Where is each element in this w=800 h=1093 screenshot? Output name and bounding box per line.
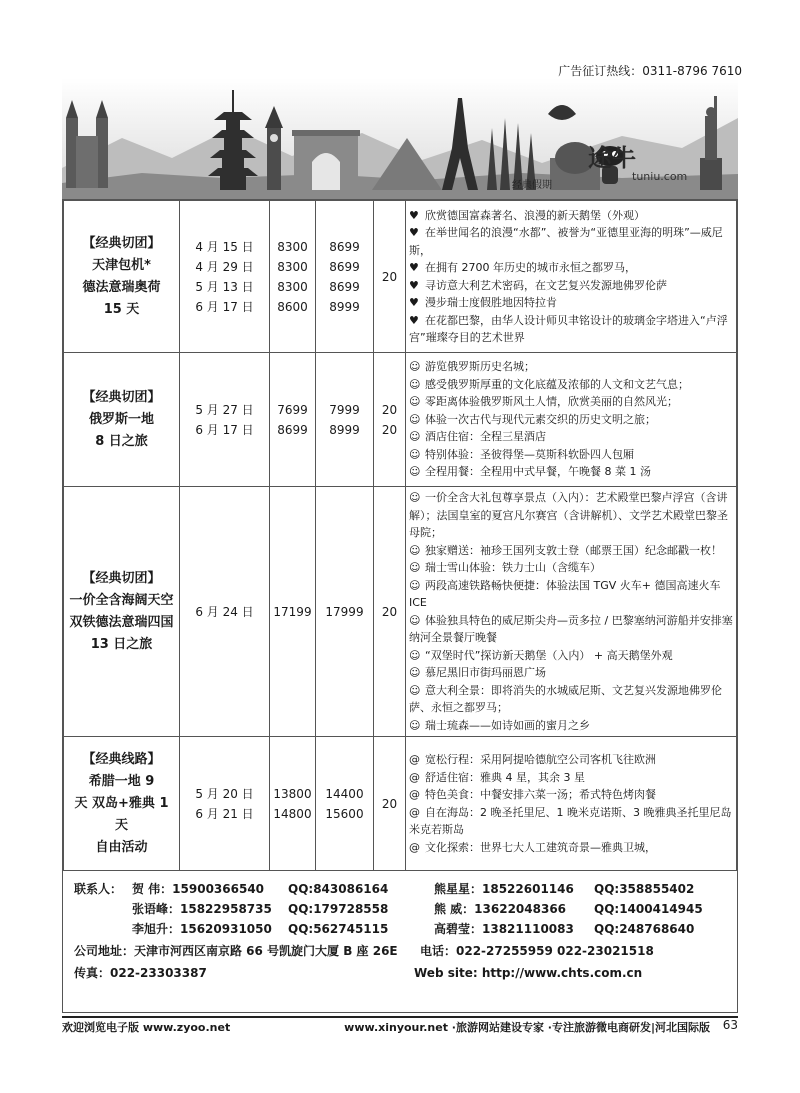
departure-date [180,201,270,353]
bullet-icon: ♥ [409,278,419,292]
footer-rule [62,1016,738,1018]
price-adult [270,201,316,353]
tour-name-line: 8 日之旅 [95,433,148,449]
tour-name-line: 13 日之旅 [90,636,153,652]
bullet-icon: @ [409,805,420,819]
company-phone: 电话：022-27255959 022-23021518 [420,944,654,958]
bullet-icon: @ [409,770,420,784]
tour-name [64,737,180,871]
tour-name-line: 自由活动 [95,839,148,855]
highlight-text: 独家赠送：袖珍王国列支敦士登（邮票王国）纪念邮戳一枚！ [425,543,722,557]
highlight-text: 两段高速铁路畅快便捷：体验法国 TGV 火车+ 德国高速火车 ICE [409,578,721,609]
tour-name-line: 【经典切团】 [82,389,161,405]
departure-date [180,737,270,871]
tour-name-line: 天津包机* [92,257,151,273]
highlight-item [409,647,733,665]
tour-name-line: 一价全含海阔天空 [69,592,174,608]
footer-left-link[interactable]: 欢迎浏览电子版 www.zyoo.net [62,1021,231,1034]
bullet-icon: ☺ [409,360,421,374]
price-adult-line: 8300 [277,259,308,274]
bullet-icon: ☺ [409,613,421,627]
contact-name: 贺 伟：15900366540 [132,882,265,896]
price-child [316,487,374,737]
highlight-item [409,358,733,376]
bullet-icon: ☺ [409,561,421,574]
bullet-icon: ☺ [409,395,421,409]
classic-holiday-logo: 经典假期 [512,180,552,191]
highlight-item [409,804,733,839]
contact-qq: QQ:179728558 [288,902,389,916]
departure-date-line: 6 月 17 日 [195,422,254,437]
highlight-text: 瑞士雪山体验：铁力士山（含缆车） [425,561,601,574]
departure-date-line: 4 月 15 日 [195,239,254,254]
highlight-text: 特别体验：圣彼得堡—莫斯科软卧四人包厢 [425,447,634,461]
tour-name-line: 俄罗斯一地 [88,411,154,427]
price-adult-line: 8699 [277,422,308,437]
highlight-item [409,559,733,577]
bullet-icon: @ [409,840,420,854]
price-child [316,353,374,487]
tuniu-logo: 途牛 [588,144,636,172]
bullet-icon: ☺ [409,465,421,479]
contact-label: 联系人： [74,882,123,896]
price-adult [270,353,316,487]
seat-count-line: 20 [381,269,398,284]
contact-qq: QQ:1400414945 [594,902,703,916]
price-child-line: 8699 [329,239,360,254]
company-website[interactable]: Web site: http://www.chts.com.cn [414,966,643,980]
page-number: 63 [722,1018,738,1032]
price-child-line: 8699 [329,279,360,294]
departure-date-line: 6 月 21 日 [195,806,254,821]
price-child-line: 15600 [325,806,364,821]
price-child-line: 7999 [329,402,360,417]
bullet-icon: ☺ [409,718,421,732]
bullet-icon: ♥ [409,261,419,274]
tour-highlights [406,353,737,487]
tour-row [64,487,737,737]
seat-count-line: 20 [381,796,398,811]
highlight-item [409,259,733,277]
contact-qq: QQ:562745115 [288,922,389,936]
tour-name-line: 【经典切团】 [82,570,161,586]
highlight-text: 意大利全景：即将消失的水城威尼斯、文艺复兴发源地佛罗伦萨、永恒之都罗马； [409,683,722,714]
departure-date-line: 4 月 29 日 [195,259,254,274]
highlight-item [409,393,733,411]
contact-name: 张语峰：15822958735 [132,902,272,916]
tour-name [64,201,180,353]
bullet-icon: ♥ [409,296,419,309]
company-fax: 传真：022-23303387 [74,966,207,980]
price-adult-line: 8600 [277,299,308,314]
seat-count [374,487,406,737]
highlight-item [409,717,733,735]
bullet-icon: ☺ [409,578,421,592]
highlight-item [409,411,733,429]
highlight-text: 在举世闻名的浪漫“水都”、被誉为“亚德里亚海的明珠”—威尼斯， [409,226,723,257]
highlight-text: “双堡时代”探访新天鹅堡（入内） + 高天鹅堡外观 [425,648,673,662]
bullet-icon: ☺ [409,447,421,461]
tour-name-line: 德法意瑞奥荷 [82,279,161,295]
highlight-text: 游览俄罗斯历史名城； [425,360,535,374]
highlight-text: 体验一次古代与现代元素交织的历史文明之旅； [425,412,656,426]
departure-date-line: 6 月 17 日 [195,299,254,314]
contact-qq: QQ:358855402 [594,882,695,896]
price-adult-line: 7699 [277,402,308,417]
bullet-icon: ☺ [409,412,421,426]
seat-count [374,353,406,487]
highlight-item [409,207,733,225]
highlight-text: 酒店住宿：全程三星酒店 [425,430,546,444]
bullet-icon: ☺ [409,491,421,504]
highlight-text: 舒适住宿：雅典 4 星，其余 3 星 [425,770,585,784]
contact-name: 李旭升：15620931050 [132,922,272,936]
bullet-icon: ☺ [409,666,421,679]
tour-highlights [406,201,737,353]
footer-right-link[interactable]: www.xinyour.net ·旅游网站建设专家 ·专注旅游微电商研发|河北国际版 [344,1021,710,1034]
highlight-text: 慕尼黑旧市街玛丽恩广场 [425,666,546,679]
highlight-item [409,277,733,295]
tour-row [64,201,737,353]
highlight-text: 宽松行程：采用阿提哈德航空公司客机飞往欧洲 [425,753,656,766]
tour-name-line: 15 天 [103,301,140,317]
tour-name-line: 【经典线路】 [82,751,161,767]
tour-name-line: 希腊一地 9 [88,773,155,789]
bullet-icon: ☺ [409,648,421,662]
highlight-text: 感受俄罗斯厚重的文化底蕴及浓郁的人文和文艺气息； [425,377,689,391]
highlight-item [409,463,733,481]
highlight-item [409,542,733,560]
contact-name: 高碧莹：13821110083 [434,922,574,936]
highlight-text: 在花都巴黎，由华人设计师贝聿铭设计的玻璃金字塔进入“卢浮宫”璀璨夺目的艺术世界 [409,313,728,344]
bullet-icon: ☺ [409,430,421,444]
highlight-item [409,294,733,312]
departure-date-line: 5 月 20 日 [195,786,254,801]
seat-count-line: 20 [381,422,398,437]
price-child-line: 14400 [325,786,364,801]
bullet-icon: @ [409,788,420,801]
price-child-line: 17999 [325,604,364,619]
seat-count [374,201,406,353]
highlight-item [409,489,733,542]
bullet-icon: ☺ [409,683,421,697]
bullet-icon: ♥ [409,226,419,239]
departure-date [180,353,270,487]
highlight-item [409,612,733,647]
contact-name: 熊 威：13622048366 [434,902,567,916]
highlight-text: 自在海岛：2 晚圣托里尼、1 晚米克诺斯、3 晚雅典圣托里尼岛 米克若斯岛 [409,805,732,836]
price-adult-line: 8300 [277,279,308,294]
company-address: 公司地址：天津市河西区南京路 66 号凯旋门大厦 B 座 26E [74,944,398,958]
tour-table [63,200,737,871]
bullet-icon: @ [409,753,420,766]
bullet-icon: ☺ [409,543,421,557]
highlight-item [409,786,733,804]
highlight-item [409,839,733,857]
tour-name-line: 【经典切团】 [82,235,161,251]
highlight-text: 欣赏德国富森著名、浪漫的新天鹅堡（外观） [425,208,645,222]
contact-qq: QQ:843086164 [288,882,389,896]
highlight-item [409,446,733,464]
price-adult [270,487,316,737]
price-child-line: 8999 [329,299,360,314]
highlight-item [409,751,733,769]
tour-highlights [406,737,737,871]
tour-row [64,737,737,871]
tuniu-url: tuniu.com [632,170,688,183]
price-adult-line: 17199 [273,604,312,619]
departure-date-line: 5 月 13 日 [195,279,254,294]
highlight-text: 零距离体验俄罗斯风土人情，欣赏美丽的自然风光； [425,395,678,409]
bullet-icon: ☺ [409,377,421,391]
highlight-item [409,224,733,259]
highlight-item [409,769,733,787]
tour-name [64,353,180,487]
tour-name-line: 天 双岛+雅典 1 天 [74,795,169,833]
highlight-item [409,376,733,394]
highlight-item [409,428,733,446]
highlight-item [409,312,733,347]
price-child [316,201,374,353]
highlight-text: 文化探索：世界七大人工建筑奇景—雅典卫城， [425,840,656,854]
price-child-line: 8999 [329,422,360,437]
highlight-text: 在拥有 2700 年历史的城市永恒之都罗马， [425,261,636,274]
highlight-text: 体验独具特色的威尼斯尖舟—贡多拉 / 巴黎塞纳河游船并安排塞纳河全景餐厅晚餐 [409,613,733,644]
price-adult [270,737,316,871]
highlight-text: 全程用餐：全程用中式早餐，午晚餐 8 菜 1 汤 [425,465,651,479]
seat-count-line: 20 [381,604,398,619]
bullet-icon: ♥ [409,208,419,222]
highlight-text: 瑞士琉森——如诗如画的蜜月之乡 [425,718,590,732]
seat-count-line: 20 [381,402,398,417]
departure-date [180,487,270,737]
highlight-text: 特色美食：中餐安排六菜一汤；希式特色烤肉餐 [425,788,656,801]
price-child [316,737,374,871]
price-child-line: 8699 [329,259,360,274]
contact-name: 熊星星：18522601146 [434,882,574,896]
highlight-text: 寻访意大利艺术密码，在文艺复兴发源地佛罗伦萨 [425,278,667,292]
highlight-item [409,577,733,612]
price-adult-line: 14800 [273,806,312,821]
contact-qq: QQ:248768640 [594,922,695,936]
highlight-item [409,664,733,682]
bullet-icon: ♥ [409,313,419,327]
tour-highlights [406,487,737,737]
tour-row [64,353,737,487]
departure-date-line: 5 月 27 日 [195,402,254,417]
tour-name [64,487,180,737]
highlight-text: 一价全含大礼包尊享景点（入内）：艺术殿堂巴黎卢浮宫（含讲解）；法国皇室的夏宫凡尔赛宫（含讲解机）、文学艺术殿堂巴黎圣母院； [409,491,728,539]
price-adult-line: 13800 [273,786,312,801]
tour-name-line: 双铁德法意瑞四国 [69,614,174,630]
departure-date-line: 6 月 24 日 [195,604,254,619]
price-adult-line: 8300 [277,239,308,254]
ad-hotline: 广告征订热线：0311-8796 7610 [558,64,742,78]
highlight-item [409,682,733,717]
highlight-text: 漫步瑞士度假胜地因特拉肯 [425,296,557,309]
seat-count [374,737,406,871]
